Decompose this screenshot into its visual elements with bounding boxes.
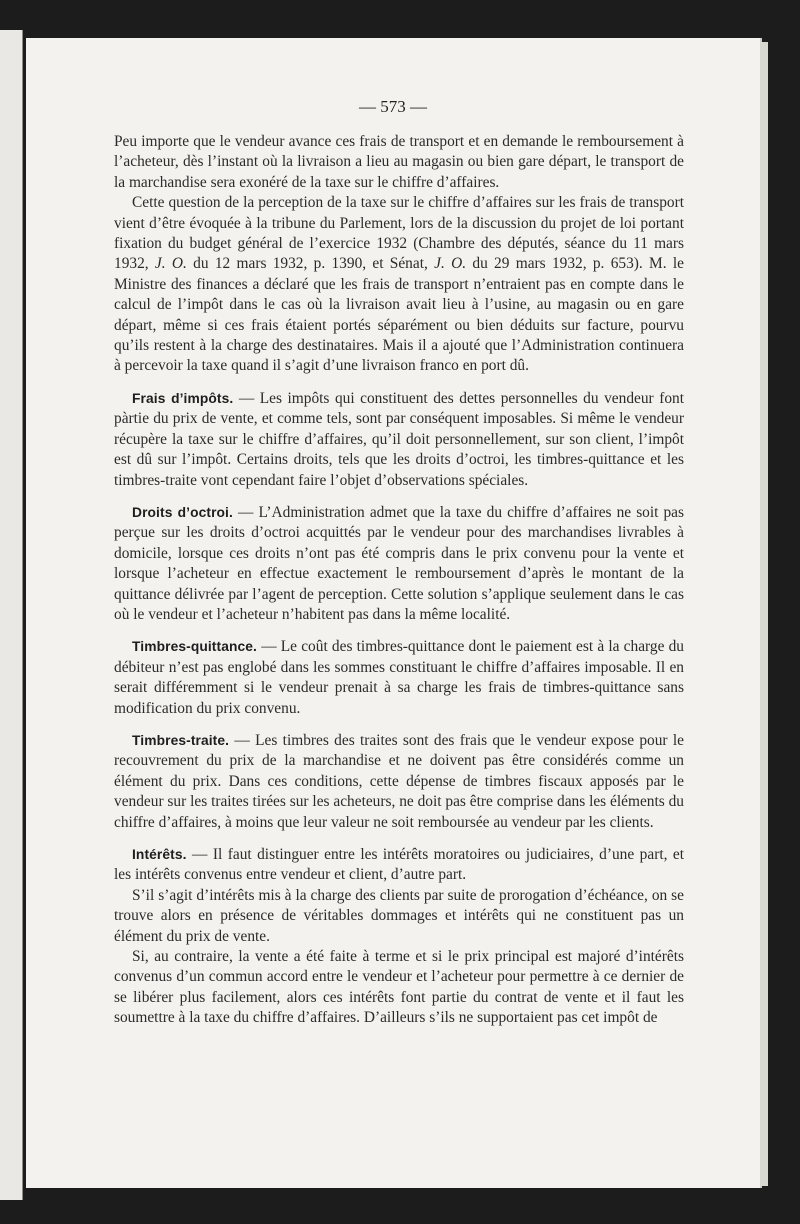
- section-heading-frais-impots: Frais d’impôts.: [132, 390, 234, 406]
- section-frais-impots: [114, 389, 684, 491]
- page-stack-edge: [760, 42, 768, 1186]
- page-number: — 573 —: [359, 97, 427, 116]
- perception-paragraph: [114, 193, 684, 377]
- perception-text-3: du 29 mars 1932, p. 653). M. le Ministre des finances a déclaré que les frais de transport n’entraient pas en compte dans le calcul de l’impôt dans le cas où la livraison avait lieu à l’usine, au magasin ou en gare départ, même si ces frais étaient portés séparément ou bien déduits sur facture, pourvu qu’ils restent à la charge des destinataires. Mais il a ajouté que l’Administration continuera à percevoir la taxe quand il s’agit d’une livraison franco en port dû.: [114, 255, 684, 375]
- intro-paragraph: Peu importe que le vendeur avance ces frais de transport et en demande le remboursement à l’acheteur, dès l’instant où la livraison a lieu au magasin ou bien gare départ, le transport de la marchandise sera exonéré de la taxe sur le chiffre d’affaires.: [114, 133, 684, 191]
- section-text-frais-impots: — Les impôts qui constituent des dettes personnelles du vendeur font pàrtie du prix de vente, et comme tels, sont par conséquent imposables. Si même le vendeur récupère la taxe sur le chiffre d’affaires, qu’il doit personnellement, sur son client, l’impôt est dû sur l’impôt. Certains droits, tels que les droits d’octroi, les timbres-quittance et les timbres-traite vont cependant faire l’objet d’observations spéciales.: [114, 389, 684, 489]
- page-body: [114, 132, 684, 1029]
- section-heading-interets: Intérêts.: [132, 847, 187, 862]
- section-text-interets: — Il faut distinguer entre les intérêts moratoires ou judiciaires, d’une part, et les intérêts convenus entre vendeur et client, d’autre part.: [114, 846, 684, 884]
- section-droits-octroi: [114, 503, 684, 625]
- interets-paragraph-3: Si, au contraire, la vente a été faite à terme et si le prix principal est majoré d’intérêts convenus d’un commun accord entre le vendeur et l’acheteur pour permettre à ce dernier de se libérer plus facilement, alors ces intérêts font partie du contrat de vente et il faut les soumettre à la taxe du chiffre d’affaires. D’ailleurs s’ils ne supportaient pas cet impôt de: [114, 948, 684, 1027]
- section-heading-timbres-traite: Timbres-traite.: [132, 732, 230, 748]
- section-text-droits-octroi: — L’Administration admet que la taxe du chiffre d’affaires ne soit pas perçue sur les droits d’octroi acquittés par le vendeur pour des marchandises livrables à domicile, lorsque ces droits n’ont pas été compris dans le prix convenu pour la vente et lorsque l’acheteur en effectue exactement le remboursement d’après le montant de la quittance délivrée par l’agent de perception. Cette solution s’applique seulement dans le cas où le vendeur et l’acheteur n’habitent pas dans la même localité.: [114, 503, 685, 623]
- section-heading-droits-octroi: Droits d’octroi.: [132, 504, 233, 520]
- section-timbres-traite: [114, 731, 684, 833]
- section-text-timbres-quittance: — Le coût des timbres-quittance dont le paiement est à la charge du débiteur n’est pas englobé dans les sommes constituant le chiffre d’affaires imposable. Il en serait différemment si le vendeur prenait à sa charge les frais de timbres-quittance sans modification du prix convenu.: [114, 638, 684, 717]
- journal-officiel-ref-2: J. O.: [434, 255, 467, 273]
- section-interets: [114, 845, 684, 886]
- journal-officiel-ref-1: J. O.: [154, 255, 187, 273]
- perception-text-1: Cette question de la perception de la taxe sur le chiffre d’affaires sur les frais de transport vient d’être évoquée à la tribune du Parlement, lors de la discussion du projet de loi portant fixation du budget général de l’exercice 1932 (Chambre des députés, séance du 11 mars 1932,: [114, 194, 684, 273]
- interets-paragraph-2: S’il s’agit d’intérêts mis à la charge des clients par suite de prorogation d’échéance, on se trouve alors en présence de véritables dommages et intérêts qui ne constituent pas un élément du prix de vente.: [114, 886, 684, 945]
- section-text-timbres-traite: — Les timbres des traites sont des frais que le vendeur expose pour le recouvrement du prix de la marchandise et ne doivent pas être considérés comme un élément du prix. Dans ces conditions, cette dépense de timbres fiscaux apposés par le vendeur sur les traites tirées sur les acheteurs, ne doit pas être comprise dans les éléments du chiffre d’affaires, à moins que leur valeur ne soit remboursée au vendeur par les clients.: [114, 731, 684, 831]
- perception-text-2: du 12 mars 1932, p. 1390, et Sénat,: [186, 255, 435, 273]
- section-heading-timbres-quittance: Timbres-quittance.: [132, 639, 257, 655]
- facing-page-edge: [0, 30, 23, 1200]
- book-page: [26, 38, 760, 1188]
- section-timbres-quittance: [114, 637, 684, 719]
